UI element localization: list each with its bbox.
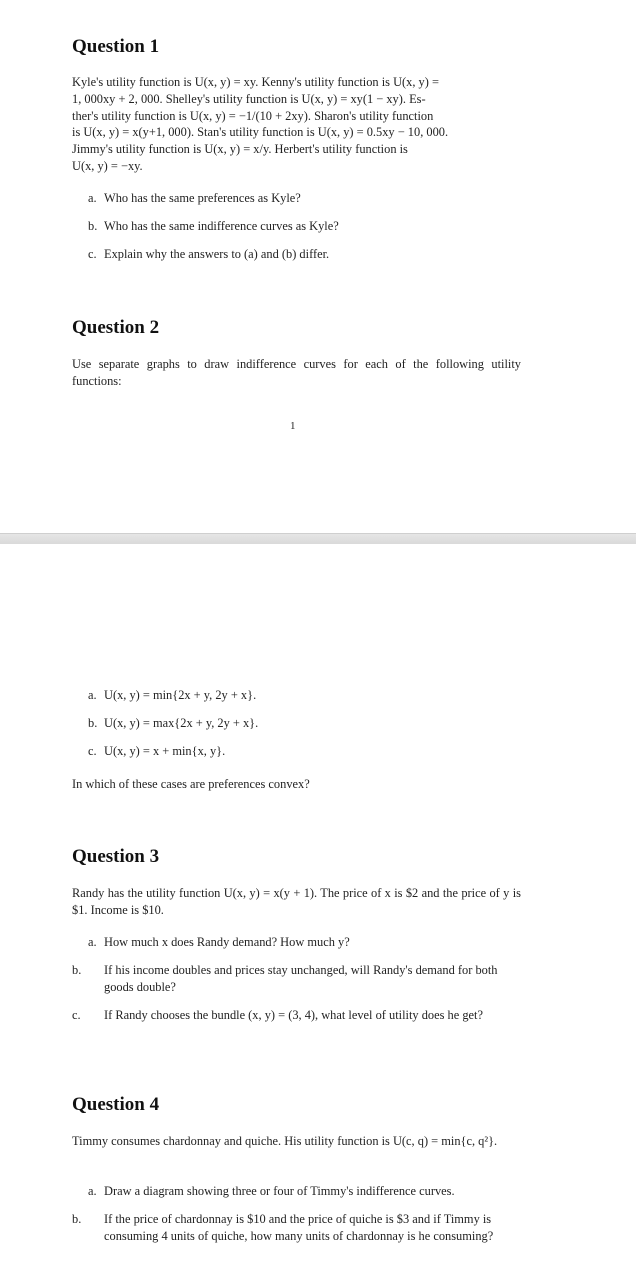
item-text: U(x, y) = x + min{x, y}.	[104, 744, 226, 758]
question-1-item-a	[88, 190, 521, 207]
item-text: Explain why the answers to (a) and (b) differ.	[104, 247, 330, 261]
q1-line: 1, 000xy + 2, 000. Shelley's utility function is U(x, y) = xy(1 − xy). Es-	[72, 91, 426, 106]
item-label: b.	[72, 963, 82, 977]
question-4-intro: Timmy consumes chardonnay and quiche. His utility function is U(c, q) = min{c, q²}.	[72, 1134, 498, 1148]
question-2-intro: Use separate graphs to draw indifference curves for each of the following utility functions:	[72, 357, 521, 388]
question-2-item-c	[88, 743, 521, 760]
item-text: How much x does Randy demand? How much y?	[104, 935, 350, 949]
item-text: U(x, y) = min{2x + y, 2y + x}.	[104, 688, 257, 702]
question-3-item-a	[88, 934, 521, 951]
q1-line: Jimmy's utility function is U(x, y) = x/y. Herbert's utility function is	[72, 142, 408, 157]
question-2-closing: In which of these cases are preferences convex?	[72, 777, 310, 791]
q1-line: Kyle's utility function is U(x, y) = xy. Kenny's utility function is U(x, y) =	[72, 75, 439, 89]
question-3-item-c	[72, 1007, 521, 1024]
page-2	[0, 544, 636, 1280]
item-label: a.	[88, 935, 97, 949]
page-1	[0, 0, 636, 533]
question-3-intro: Randy has the utility function U(x, y) = x(y + 1). The price of x is $2 and the price of y is $1. Income is $10.	[72, 886, 521, 917]
item-label: b.	[88, 716, 98, 730]
question-1-item-c	[88, 246, 521, 263]
item-label: a.	[88, 1184, 97, 1198]
question-3-item-b	[72, 962, 521, 996]
question-4-item-a	[88, 1183, 521, 1200]
question-3-heading: Question 3	[72, 846, 160, 867]
item-text: If Randy chooses the bundle (x, y) = (3, 4), what level of utility does he get?	[104, 1008, 483, 1022]
item-label: c.	[88, 744, 97, 758]
item-text: If the price of chardonnay is $10 and the price of quiche is $3 and if Timmy is consuming 4 units of quiche, how many units of chardonnay is he consuming?	[104, 1212, 494, 1243]
q1-line: ther's utility function is U(x, y) = −1/(10 + 2xy). Sharon's utility function	[72, 108, 434, 123]
item-text: Who has the same indifference curves as Kyle?	[104, 219, 339, 233]
item-text: Who has the same preferences as Kyle?	[104, 191, 301, 205]
item-text: U(x, y) = max{2x + y, 2y + x}.	[104, 716, 259, 730]
item-label: a.	[88, 191, 97, 205]
question-4-item-b	[72, 1211, 521, 1245]
item-label: a.	[88, 688, 97, 702]
item-text: If his income doubles and prices stay unchanged, will Randy's demand for both goods double?	[104, 963, 498, 994]
q1-line: is U(x, y) = x(y+1, 000). Stan's utility function is U(x, y) = 0.5xy − 10, 000.	[72, 125, 449, 140]
item-label: b.	[88, 219, 98, 233]
question-4-heading: Question 4	[72, 1094, 160, 1115]
page-number: 1	[290, 420, 296, 432]
item-label: c.	[88, 247, 97, 261]
question-1-text	[72, 74, 521, 175]
item-label: b.	[72, 1212, 82, 1226]
question-1-heading: Question 1	[72, 36, 160, 57]
item-label: c.	[72, 1008, 81, 1022]
item-text: Draw a diagram showing three or four of Timmy's indifference curves.	[104, 1184, 455, 1198]
question-1-item-b	[88, 218, 521, 235]
q1-line: U(x, y) = −xy.	[72, 158, 143, 173]
question-2-item-b	[88, 715, 521, 732]
question-2-heading: Question 2	[72, 317, 160, 338]
question-2-item-a	[88, 687, 521, 704]
